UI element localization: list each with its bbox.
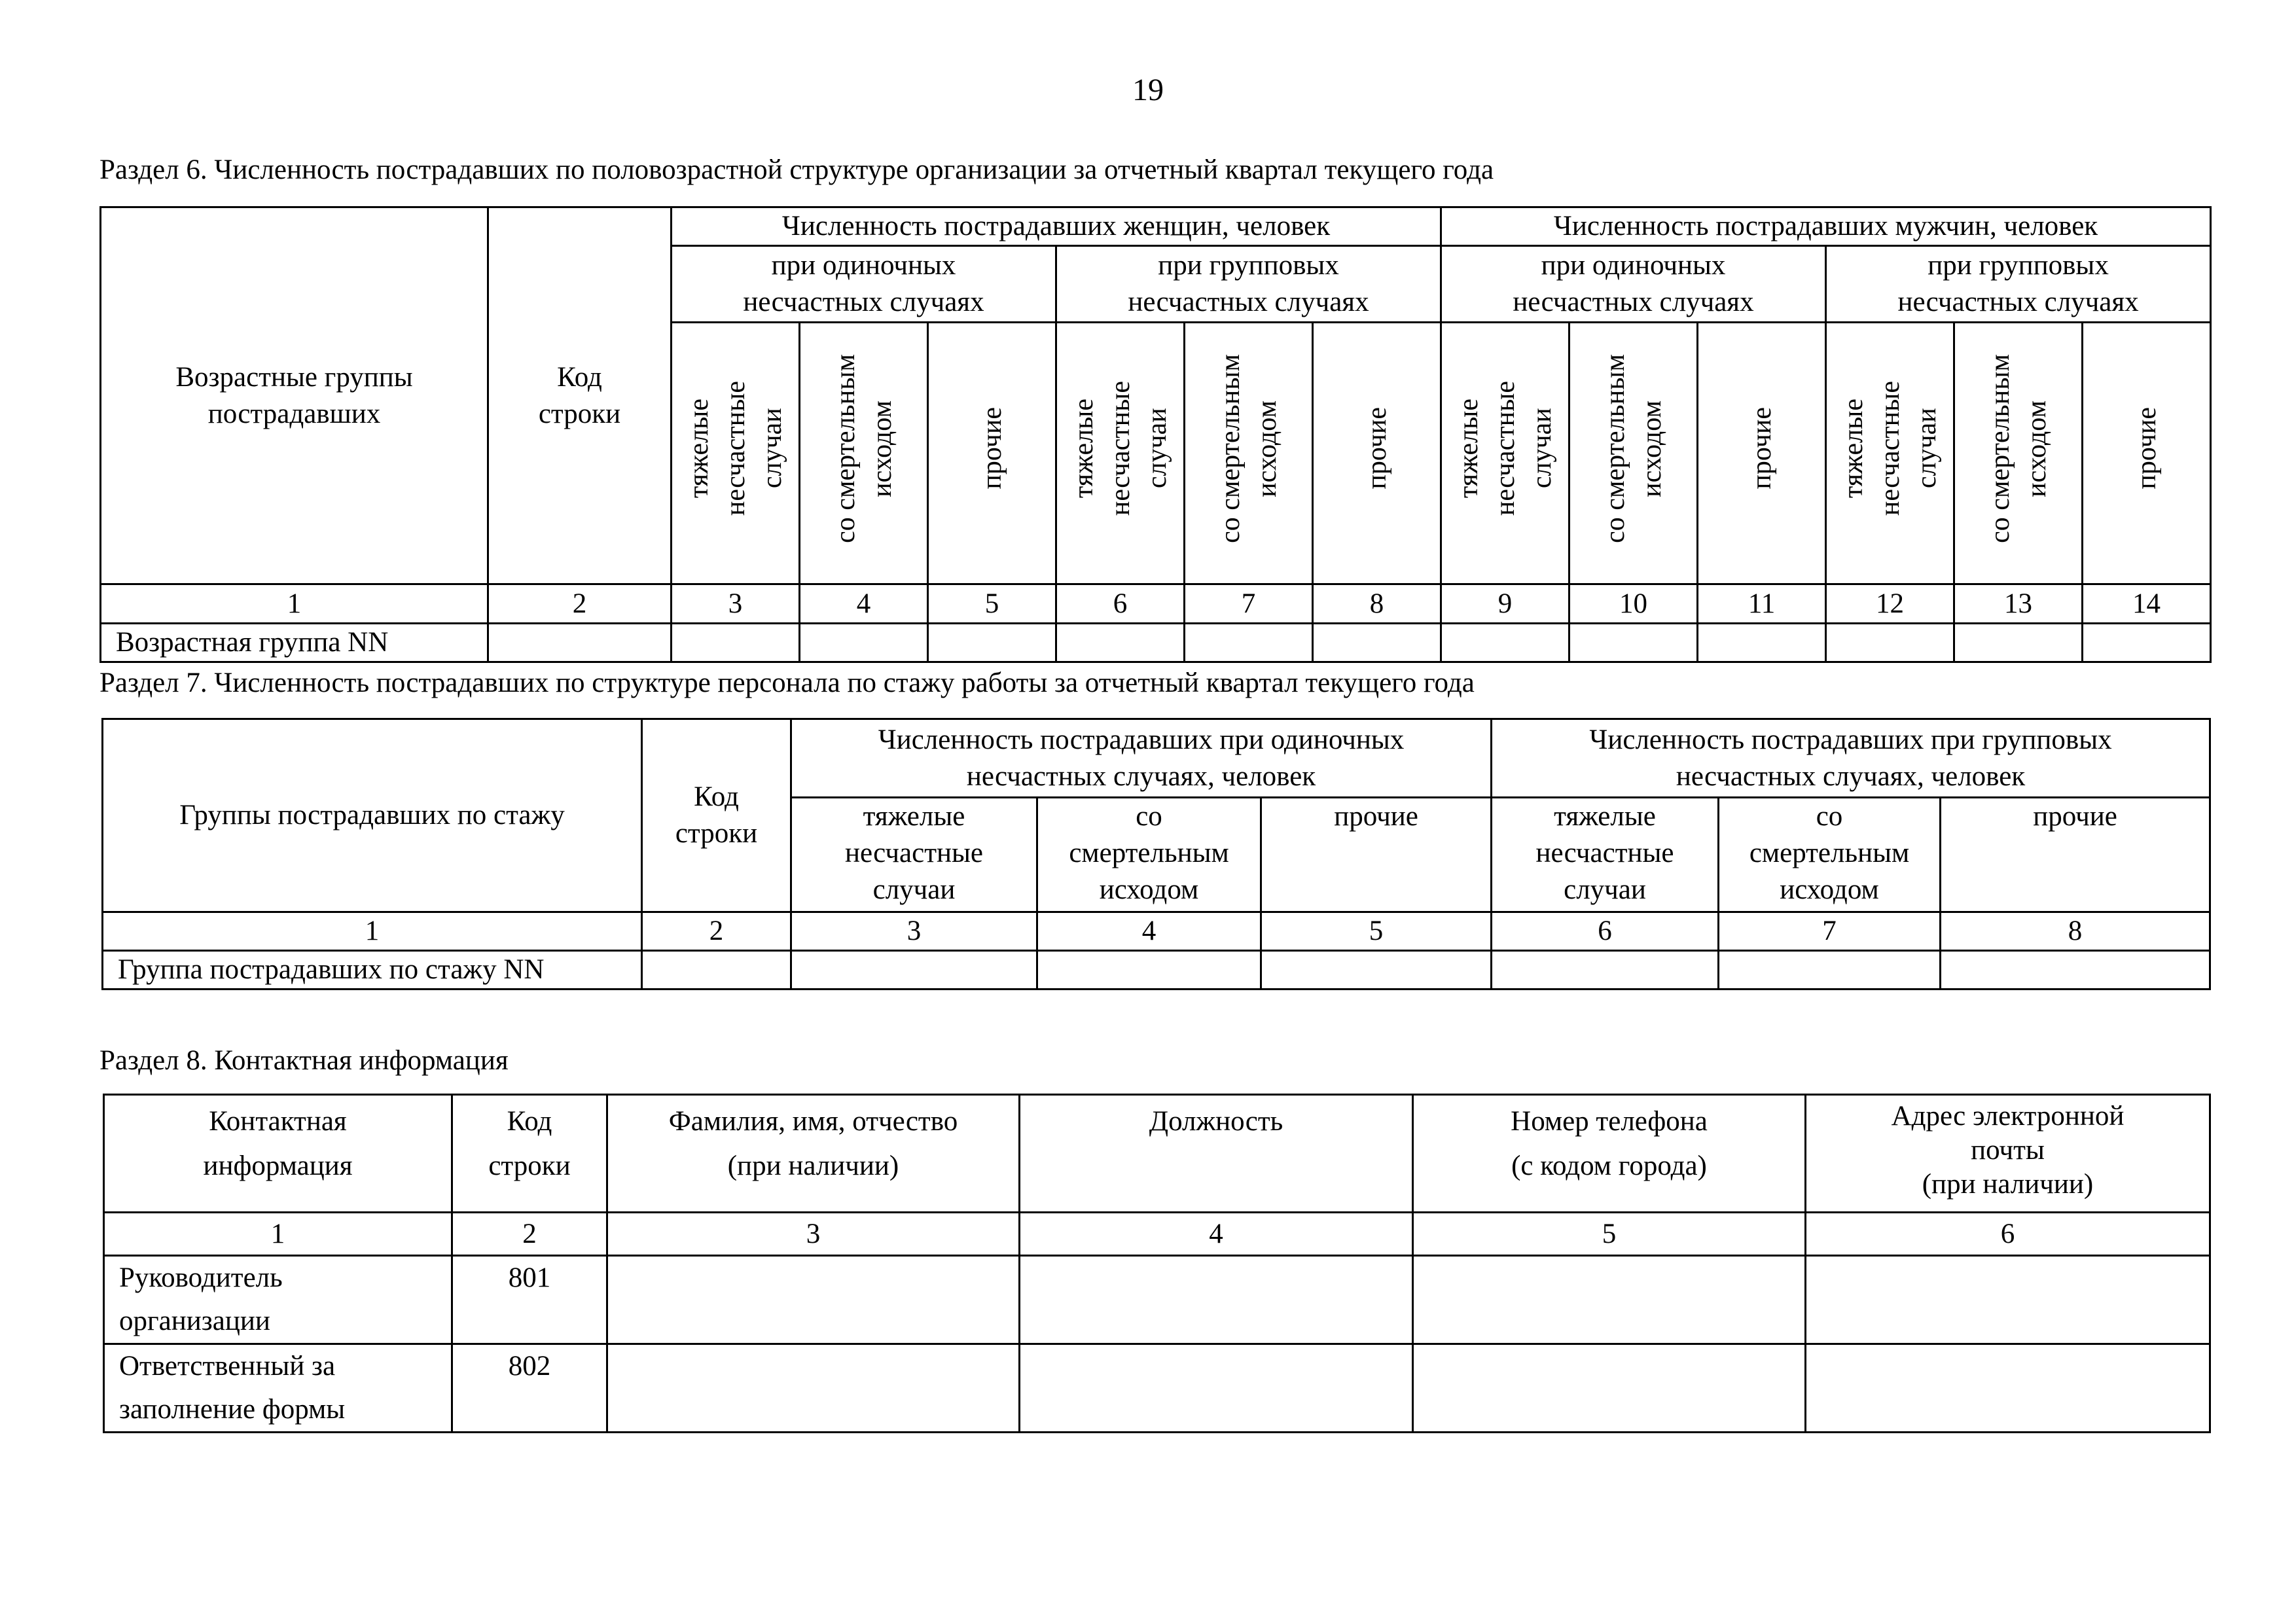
col-number: 2 bbox=[488, 584, 672, 624]
table-cell[interactable] bbox=[1806, 1344, 2210, 1433]
table-cell[interactable] bbox=[1806, 1256, 2210, 1344]
table-cell[interactable] bbox=[607, 1256, 1020, 1344]
table-cell[interactable] bbox=[642, 951, 791, 990]
col-number: 3 bbox=[607, 1213, 1020, 1256]
table-cell[interactable] bbox=[488, 624, 672, 662]
men-group-header: при групповых несчастных случаях bbox=[1826, 246, 2211, 323]
col-fatal bbox=[800, 323, 928, 584]
table-cell[interactable] bbox=[1037, 951, 1261, 990]
col-severe: тяжелые несчастные случаи bbox=[1492, 798, 1719, 912]
row-label: Руководитель организации bbox=[104, 1256, 452, 1344]
col-number: 8 bbox=[1313, 584, 1441, 624]
table-cell[interactable] bbox=[2083, 624, 2211, 662]
col-fatal bbox=[1954, 323, 2083, 584]
row-label: Возрастная группа NN bbox=[101, 624, 488, 662]
col-fatal-label: со смертельным исходом bbox=[1600, 353, 1667, 543]
col-number: 7 bbox=[1185, 584, 1313, 624]
col-number: 4 bbox=[1037, 912, 1261, 951]
col-fatal-label: со смертельным исходом bbox=[1984, 353, 2052, 543]
section6-caption: Раздел 6. Численность пострадавших по половозрастной структуре организации за отчетный квартал текущего года bbox=[99, 154, 1494, 185]
section7-table bbox=[101, 718, 2211, 990]
table-cell[interactable] bbox=[928, 624, 1056, 662]
col-number: 11 bbox=[1698, 584, 1826, 624]
table-row bbox=[104, 1256, 2210, 1344]
col-number: 3 bbox=[672, 584, 800, 624]
section8-caption: Раздел 8. Контактная информация bbox=[99, 1045, 509, 1076]
col-other bbox=[928, 323, 1056, 584]
row-code-header: Код строки bbox=[642, 719, 791, 912]
section6-table bbox=[99, 206, 2212, 663]
col-number: 12 bbox=[1826, 584, 1954, 624]
col-number: 6 bbox=[1056, 584, 1185, 624]
row-code-header: Код строки bbox=[452, 1095, 607, 1213]
col-other-label: прочие bbox=[1746, 407, 1777, 490]
col-number: 3 bbox=[791, 912, 1037, 951]
women-single-header: при одиночных несчастных случаях bbox=[672, 246, 1056, 323]
col-number: 6 bbox=[1806, 1213, 2210, 1256]
table-row bbox=[101, 624, 2211, 662]
col-other-label: прочие bbox=[977, 407, 1007, 490]
table-cell[interactable] bbox=[1492, 951, 1719, 990]
col-severe: тяжелые несчастные случаи bbox=[791, 798, 1037, 912]
col-other bbox=[1698, 323, 1826, 584]
group-header: Численность пострадавших при групповых несчастных случаях, человек bbox=[1492, 719, 2210, 798]
col-number: 5 bbox=[928, 584, 1056, 624]
table-cell[interactable] bbox=[1954, 624, 2083, 662]
table-cell[interactable] bbox=[1413, 1344, 1806, 1433]
col-other: прочие bbox=[1261, 798, 1492, 912]
col-other: прочие bbox=[1941, 798, 2210, 912]
single-header: Численность пострадавших при одиночных несчастных случаях, человек bbox=[791, 719, 1492, 798]
section7-column-numbers bbox=[103, 912, 2210, 951]
table-cell[interactable] bbox=[1020, 1344, 1413, 1433]
col-fatal-label: со смертельным исходом bbox=[830, 353, 897, 543]
table-cell[interactable] bbox=[1941, 951, 2210, 990]
col-number: 7 bbox=[1719, 912, 1941, 951]
table-cell[interactable] bbox=[1570, 624, 1698, 662]
table-cell[interactable] bbox=[1056, 624, 1185, 662]
col-number: 5 bbox=[1261, 912, 1492, 951]
table-cell[interactable] bbox=[791, 951, 1037, 990]
men-single-header: при одиночных несчастных случаях bbox=[1441, 246, 1826, 323]
col-number: 4 bbox=[1020, 1213, 1413, 1256]
section8-table bbox=[103, 1094, 2211, 1433]
women-group-header: при групповых несчастных случаях bbox=[1056, 246, 1441, 323]
section6-column-numbers bbox=[101, 584, 2211, 624]
table-cell[interactable] bbox=[1313, 624, 1441, 662]
page-number: 19 bbox=[1132, 73, 1164, 107]
col-fatal bbox=[1570, 323, 1698, 584]
col-number: 10 bbox=[1570, 584, 1698, 624]
table-cell[interactable] bbox=[1719, 951, 1941, 990]
col-number: 6 bbox=[1492, 912, 1719, 951]
col-number: 1 bbox=[103, 912, 642, 951]
col-severe bbox=[672, 323, 800, 584]
table-cell[interactable] bbox=[1826, 624, 1954, 662]
col-number: 5 bbox=[1413, 1213, 1806, 1256]
col-severe-label: тяжелые несчастные случаи bbox=[1453, 380, 1557, 516]
col-severe-label: тяжелые несчастные случаи bbox=[1068, 380, 1172, 516]
col-number: 1 bbox=[104, 1213, 452, 1256]
col-fatal bbox=[1185, 323, 1313, 584]
email-header: Адрес электронной почты (при наличии) bbox=[1806, 1095, 2210, 1213]
col-number: 9 bbox=[1441, 584, 1570, 624]
col-number: 1 bbox=[101, 584, 488, 624]
table-cell[interactable] bbox=[800, 624, 928, 662]
row-label: Ответственный за заполнение формы bbox=[104, 1344, 452, 1433]
contact-info-header: Контактная информация bbox=[104, 1095, 452, 1213]
table-cell[interactable] bbox=[1185, 624, 1313, 662]
table-cell[interactable] bbox=[1441, 624, 1570, 662]
age-groups-header: Возрастные группы пострадавших bbox=[101, 207, 488, 584]
col-number: 14 bbox=[2083, 584, 2211, 624]
row-code: 801 bbox=[452, 1256, 607, 1344]
col-severe bbox=[1441, 323, 1570, 584]
col-number: 13 bbox=[1954, 584, 2083, 624]
row-code: 802 bbox=[452, 1344, 607, 1433]
col-fatal: со смертельным исходом bbox=[1037, 798, 1261, 912]
row-code-header: Код строки bbox=[488, 207, 672, 584]
table-cell[interactable] bbox=[672, 624, 800, 662]
row-label: Группа пострадавших по стажу NN bbox=[103, 951, 642, 990]
section7-caption: Раздел 7. Численность пострадавших по структуре персонала по стажу работы за отчетный квартал текущего года bbox=[99, 668, 1475, 698]
col-severe bbox=[1056, 323, 1185, 584]
table-cell[interactable] bbox=[1261, 951, 1492, 990]
col-number: 2 bbox=[642, 912, 791, 951]
groups-header: Группы пострадавших по стажу bbox=[103, 719, 642, 912]
col-severe bbox=[1826, 323, 1954, 584]
table-cell[interactable] bbox=[1413, 1256, 1806, 1344]
col-number: 2 bbox=[452, 1213, 607, 1256]
col-other bbox=[1313, 323, 1441, 584]
table-cell[interactable] bbox=[607, 1344, 1020, 1433]
col-other-label: прочие bbox=[2131, 407, 2162, 490]
col-other bbox=[2083, 323, 2211, 584]
col-other-label: прочие bbox=[1361, 407, 1392, 490]
phone-header: Номер телефона (с кодом города) bbox=[1413, 1095, 1806, 1213]
table-row bbox=[104, 1344, 2210, 1433]
table-cell[interactable] bbox=[1698, 624, 1826, 662]
section8-column-numbers bbox=[104, 1213, 2210, 1256]
col-number: 8 bbox=[1941, 912, 2210, 951]
women-header: Численность пострадавших женщин, человек bbox=[672, 207, 1441, 246]
col-severe-label: тяжелые несчастные случаи bbox=[1838, 380, 1942, 516]
position-header: Должность bbox=[1020, 1095, 1413, 1213]
col-number: 4 bbox=[800, 584, 928, 624]
col-fatal: со смертельным исходом bbox=[1719, 798, 1941, 912]
col-fatal-label: со смертельным исходом bbox=[1215, 353, 1282, 543]
full-name-header: Фамилия, имя, отчество (при наличии) bbox=[607, 1095, 1020, 1213]
table-cell[interactable] bbox=[1020, 1256, 1413, 1344]
men-header: Численность пострадавших мужчин, человек bbox=[1441, 207, 2211, 246]
col-severe-label: тяжелые несчастные случаи bbox=[683, 380, 787, 516]
table-row bbox=[103, 951, 2210, 990]
